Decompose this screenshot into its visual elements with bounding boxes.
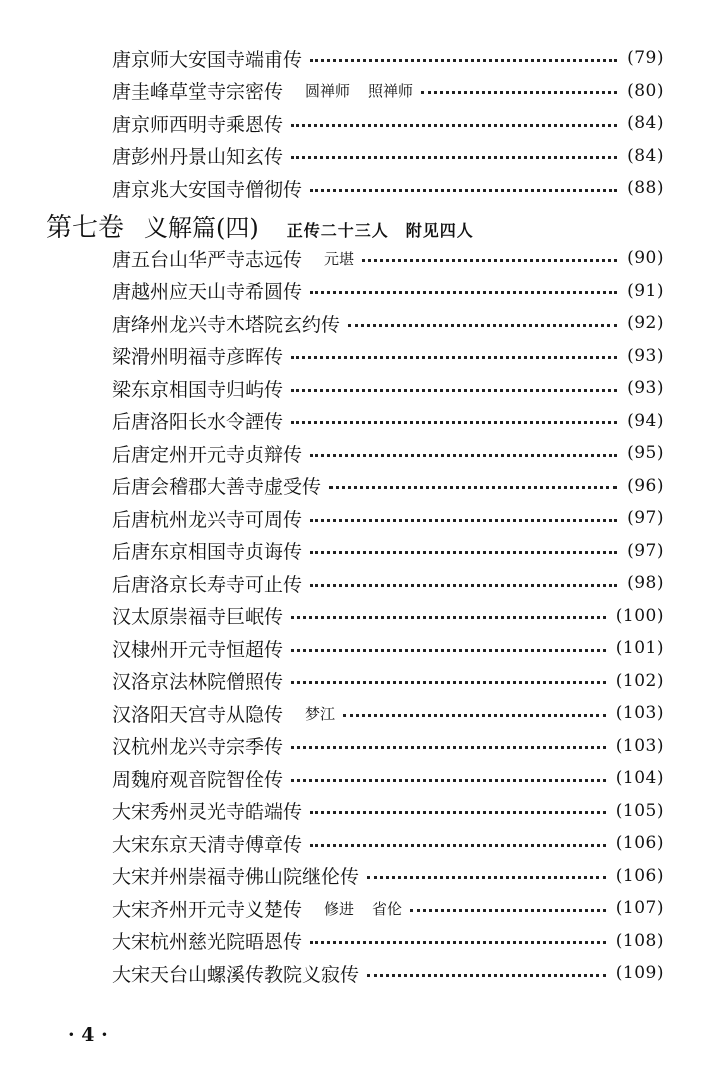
- entry-page-number: (107): [615, 898, 664, 918]
- toc-entry: [112, 795, 664, 827]
- toc-entry: [112, 762, 664, 794]
- dot-leader: [291, 649, 606, 652]
- entry-title: 后唐定州开元寺贞辩传: [112, 443, 303, 466]
- toc-entry: [112, 340, 664, 372]
- entry-note: 省伦: [372, 899, 403, 918]
- dot-leader: [310, 59, 617, 62]
- entry-page-number: (94): [627, 410, 664, 431]
- toc-entry: [112, 275, 664, 307]
- dot-leader: [291, 616, 606, 619]
- entry-title: 后唐洛阳长水令諲传: [112, 411, 284, 433]
- toc-entry: [112, 632, 664, 664]
- entry-title: 唐京师大安国寺端甫传: [112, 48, 303, 71]
- toc-entry: [112, 567, 664, 599]
- dot-leader: [291, 156, 617, 159]
- dot-leader: [310, 519, 617, 522]
- entry-title: 后唐东京相国寺贞诲传: [112, 541, 303, 563]
- dot-leader: [291, 389, 617, 392]
- entry-title: 大宋并州崇福寺佛山院继伦传: [112, 866, 360, 888]
- entry-note: 修进: [324, 899, 355, 918]
- dot-leader: [310, 844, 606, 847]
- entry-page-number: (80): [627, 80, 664, 101]
- chapter-title: 义解篇(四): [144, 214, 259, 242]
- chapter-volume: 第七卷: [46, 213, 125, 243]
- entry-page-number: (93): [627, 378, 664, 398]
- entry-title: 梁东京相国寺归屿传: [112, 378, 284, 401]
- toc-entry: [112, 665, 664, 697]
- entry-title: 唐京兆大安国寺僧彻传: [112, 178, 303, 201]
- dot-leader: [310, 584, 617, 587]
- dot-leader: [291, 779, 606, 782]
- entry-title: 唐圭峰草堂寺宗密传: [112, 81, 284, 103]
- entry-page-number: (79): [627, 48, 664, 68]
- entry-page-number: (109): [615, 963, 664, 983]
- entry-page-number: (84): [627, 113, 664, 133]
- dot-leader: [310, 811, 606, 814]
- entry-page-number: (95): [627, 443, 664, 463]
- dot-leader: [310, 551, 617, 554]
- chapter-heading: [46, 207, 474, 243]
- entry-page-number: (106): [615, 865, 664, 886]
- toc-entry: [112, 307, 664, 339]
- dot-leader: [410, 909, 606, 912]
- entry-title: 梁滑州明福寺彦晖传: [112, 346, 284, 368]
- toc-entry: [112, 172, 664, 204]
- entry-note: 元堪: [324, 249, 355, 268]
- entry-page-number: (90): [627, 248, 664, 268]
- entry-title: 周魏府观音院智佺传: [112, 768, 284, 791]
- entry-page-number: (102): [615, 670, 664, 691]
- entry-note: 照禅师: [368, 82, 414, 100]
- toc-entry: [112, 535, 664, 567]
- dot-leader: [310, 454, 617, 457]
- entry-title: 后唐杭州龙兴寺可周传: [112, 508, 303, 531]
- entry-title: 汉洛京法林院僧照传: [112, 671, 284, 693]
- entry-title: 大宋杭州慈光院晤恩传: [112, 931, 303, 953]
- page-number: · 4 ·: [68, 1024, 108, 1046]
- entry-title: 后唐会稽郡大善寺虚受传: [112, 476, 322, 498]
- entry-page-number: (104): [615, 768, 664, 788]
- entry-page-number: (84): [627, 145, 664, 166]
- toc-entry: [112, 957, 664, 989]
- entry-title: 大宋天台山螺溪传教院义寂传: [112, 963, 360, 986]
- dot-leader: [329, 486, 617, 489]
- toc-entry: [112, 437, 664, 469]
- toc-entry: [112, 107, 664, 139]
- toc-entry: [112, 470, 664, 502]
- dot-leader: [367, 876, 606, 879]
- dot-leader: [348, 324, 617, 327]
- entry-page-number: (97): [627, 540, 664, 561]
- toc-entry: [112, 372, 664, 404]
- entry-page-number: (98): [627, 573, 664, 593]
- entry-title: 汉太原崇福寺巨岷传: [112, 606, 284, 628]
- toc-entry: [112, 730, 664, 762]
- dot-leader: [291, 421, 617, 424]
- entry-page-number: (97): [627, 508, 664, 528]
- dot-leader: [367, 974, 606, 977]
- dot-leader: [291, 356, 617, 359]
- entry-page-number: (108): [615, 930, 664, 951]
- toc-entry: [112, 925, 664, 957]
- dot-leader: [310, 291, 617, 294]
- entry-title: 大宋齐州开元寺义楚传: [112, 898, 303, 921]
- entry-title: 汉洛阳天宫寺从隐传: [112, 703, 284, 726]
- toc-entry: [112, 242, 664, 274]
- entry-page-number: (91): [627, 280, 664, 301]
- dot-leader: [310, 941, 606, 944]
- entry-page-number: (103): [615, 735, 664, 756]
- entry-note: 圆禅师: [305, 82, 351, 100]
- entry-page-number: (96): [627, 475, 664, 496]
- entry-page-number: (103): [615, 703, 664, 723]
- dot-leader: [291, 124, 617, 127]
- dot-leader: [343, 714, 606, 717]
- dot-leader: [291, 681, 606, 684]
- entry-page-number: (105): [615, 800, 664, 821]
- toc-entry: [112, 75, 664, 107]
- entry-page-number: (100): [615, 605, 664, 626]
- dot-leader: [310, 189, 617, 192]
- entry-title: 汉杭州龙兴寺宗季传: [112, 736, 284, 758]
- dot-leader: [421, 91, 617, 94]
- toc-entry: [112, 827, 664, 859]
- toc-entry: [112, 42, 664, 74]
- chapter-note: 正传二十三人 附见四人: [286, 221, 474, 240]
- entry-page-number: (106): [615, 833, 664, 853]
- entry-title: 唐京师西明寺乘恩传: [112, 113, 284, 136]
- toc-entry: [112, 405, 664, 437]
- toc-entry: [112, 600, 664, 632]
- entry-note: 梦江: [305, 704, 336, 723]
- dot-leader: [362, 259, 617, 262]
- entry-title: 大宋秀州灵光寺皓端传: [112, 801, 303, 823]
- entry-page-number: (88): [627, 178, 664, 198]
- entry-page-number: (101): [615, 638, 664, 658]
- toc-entry: [112, 140, 664, 172]
- toc-entry: [112, 892, 664, 924]
- entry-title: 唐彭州丹景山知玄传: [112, 146, 284, 168]
- entry-page-number: (92): [627, 313, 664, 333]
- toc-entry: [112, 502, 664, 534]
- dot-leader: [291, 746, 606, 749]
- entry-page-number: (93): [627, 345, 664, 366]
- entry-title: 唐越州应天山寺希圆传: [112, 281, 303, 303]
- entry-title: 唐五台山华严寺志远传: [112, 248, 303, 271]
- entry-title: 后唐洛京长寿寺可止传: [112, 573, 303, 596]
- toc-entry: [112, 860, 664, 892]
- entry-title: 汉棣州开元寺恒超传: [112, 638, 284, 661]
- entry-title: 唐绛州龙兴寺木塔院玄约传: [112, 313, 341, 336]
- entry-title: 大宋东京天清寺傅章传: [112, 833, 303, 856]
- toc-entry: [112, 697, 664, 729]
